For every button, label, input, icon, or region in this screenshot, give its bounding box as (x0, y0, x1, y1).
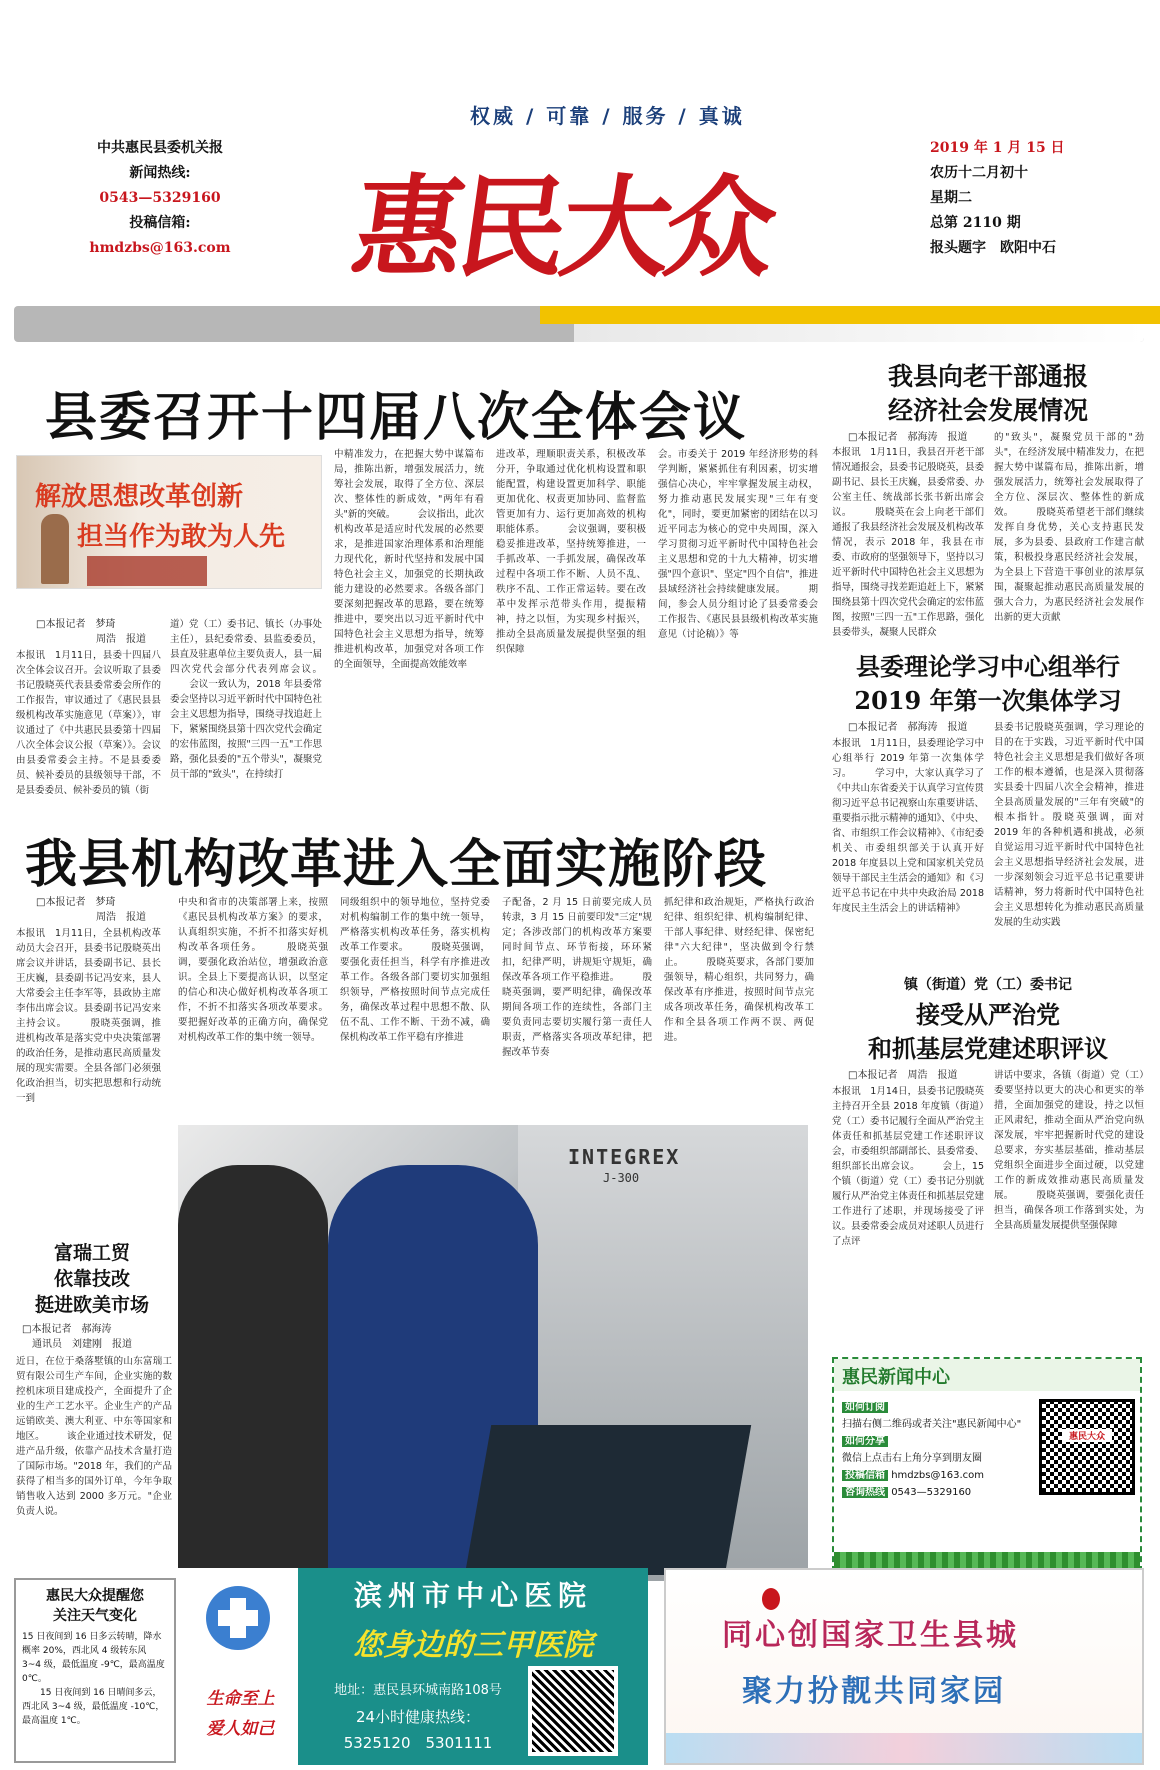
headline-furui (16, 1240, 168, 1318)
article4-col-2: 县委书记殷晓英强调，学习理论的目的在于实践，习近平新时代中国特色社会主义思想是我们做好各项工作的根本遵循，也是深入贯彻落实县委十四届八次全会精神，推进全县高质量发展的"三年有突破"的根本指针。殷晓英强调，面对 2019 年的各种机遇和挑战，必须自觉运用习近平新时代中国特色社会主义思想指导经济社会发展，进一步深刻领会习近平总书记重要讲话精神，努力将新时代中国特色社会主义思想转化为推动惠民高质量发展的生动实践 (994, 722, 1144, 928)
article1-col-3: 中精准发力，在把握大势中谋篇布局，推陈出新，增强发展活力，统筹社会发展，取得了全方位、深层次、整体性的新成效，"两年有看头"新的突破。 会议指出，此次机构改革是适应时代发展的必然要求，是推进国家治理体系和治理能力现代化，新时代坚持和发展中国特色社会主义，加强党的长期执政能力建设的必然要求。各级各部门要深刻把握改革的思路，要在统筹推进中，要突出以习近平新时代中国特色社会主义思想为指导，统筹推进机构改革，加强党对各项工作的全面领导，全面提高效能效率 (334, 449, 484, 670)
headline-institutional-reform: 我县机构改革进入全面实施阶段 (25, 835, 768, 895)
banner-line-2: 担当作为敢为人先 (77, 522, 286, 552)
hospital-name: 滨州市中心医院 (353, 1579, 592, 1612)
article5-col-1: 本报讯 1月14日，县委书记殷晓英主持召开全县 2018 年度镇（街道）党（工）委书记履行全面从严治党主体责任和抓基层党建工作述职评议会，市委组织部副部长、县委常委、组织部长出席会议。 会上，15 个镇（街道）党（工）委书记分别就履行从严治党主体责任和抓基层党建工作进行了述职，并现场接受了评议。县委常委会成员对述职人员进行了点评 (832, 1086, 985, 1247)
article5-byline: □本报记者 周浩 报道 (848, 1070, 958, 1081)
machine-model-label: J-300 (603, 1171, 640, 1185)
email-label: 投稿信箱: (129, 215, 191, 231)
headline-furui-line3: 挺进欧美市场 (34, 1294, 149, 1316)
hotline-number: 0543—5329160 (99, 190, 221, 206)
masthead-right-info (930, 136, 1150, 261)
headline-retired-cadres-line2: 经济社会发展情况 (887, 396, 1088, 425)
hospital-ad[interactable] (178, 1568, 648, 1765)
headline-theory-study-line2: 2019 年第一次集体学习 (854, 686, 1122, 715)
hospital-qr-code-icon[interactable] (528, 1666, 618, 1756)
article4-col-1: 本报讯 1月11日，县委理论学习中心组举行 2019 年第一次集体学习。 学习中，大家认真学习了《中共山东省委关于认真学习宣传贯彻习近平总书记视察山东重要讲话、重要指示批示精神的通知》、《中央、省、市组织工作会议精神》、《市纪委机关、市委组织部关于认真开好 2018 年度县以上党和国家机关党员领导干部民主生活会的通知》和《习近平总书记在中共中央政治局 2018 年度民主生活会上的讲话精神》 (832, 738, 985, 914)
news-center-box (832, 1357, 1142, 1582)
article6-col-1: 近日，在位于桑落墅镇的山东富瑞工贸有限公司生产车间，企业实施的数控机床项目建成投产，全面提升了企业的生产工艺水平。企业生产的产品远销欧美、澳大利亚、中东等国家和地区。 该企业通过技术研发，促进产品升级，依靠产品技术含量打造了国际市场。"2018 年，我们的产品获得了相当多的国外订单，今年争取销售收入达到 2000 多万元。"企业负责人说。 (16, 1356, 172, 1517)
article1-col-1: 本报讯 1月11日，县委十四届八次全体会议召开。会议听取了县委书记殷晓英代表县委常委会所作的工作报告，审议通过了《惠民县县级机构改革实施意见（草案）》，审议通过了《中共惠民县委第十四届八次全体会议公报（草案）》。会议由县委常委会主持。不是县委委员、候补委员的县级领导干部，不是县委委员、候补委员的镇（街 (16, 650, 161, 796)
issue-number: 总第 2110 期 (930, 215, 1021, 231)
person-left-graphic (178, 1165, 328, 1585)
share-tag: 如何分享 (842, 1436, 888, 1447)
qr-code-icon[interactable] (1039, 1399, 1135, 1495)
hospital-hotline-label: 24小时健康热线： (355, 1708, 481, 1726)
news-center-info (842, 1399, 1032, 1501)
article2-col-2: 中央和省市的决策部署上来，按照《惠民县机构改革方案》的要求，认真组织实施，不折不扣落实好机构改革各项任务。 殷晓英强调，要强化政治站位，增强政治意识。全县上下要提高认识，以坚定的信心和决心做好机构改革各项工作，不折不扣落实各项改革要求。要把握好改革的正确方向，确保党对机构改革工作的集中统一领导。 (178, 897, 328, 1043)
article1-col-2: 道）党（工）委书记、镇长（办事处主任），县纪委常委、县监委委员，县直及驻惠单位主要负责人，县一届四次党代会部分代表列席会议。 会议一致认为，2018 年县委常委会坚持以习近平新时代中国特色社会主义思想为指导，围绕寻找追赶上下，紧紧围绕县第十四次党代会确定的宏伟蓝图，按照"三四一五"工作思路，强化县委的"五个带头"，凝聚党员干部的"致头"，在持续打 (170, 619, 323, 780)
control-panel-graphic (465, 1425, 751, 1575)
masthead-accent-bar (540, 306, 1160, 324)
article2-col-1: 本报讯 1月11日，全县机构改革动员大会召开，县委书记殷晓英出席会议并讲话，县委副书记、县长王庆巍，县委副书记冯安来，县人大常委会主任李军等，县政协主席李伟出席会议。县委副书记冯安来主持会议。 殷晓英强调，推进机构改革是落实党中央决策部署的政治任务，是推动惠民高质量发展的现实需要。全县各部门必须强化政治担当，切实把思想和行动统一到 (16, 928, 161, 1104)
hotline-text: 0543—5329160 (891, 1487, 972, 1498)
banner-line-1: 解放思想改革创新 (35, 482, 244, 512)
issue-date: 2019 年 1 月 15 日 (930, 140, 1065, 156)
article2-byline: □本报记者 梦琦 周浩 报道 (36, 897, 146, 923)
health-ad-line-1: 同心创国家卫生县城 (722, 1618, 1019, 1653)
hotline-label: 新闻热线: (129, 165, 191, 181)
hospital-slogan: 您身边的三甲医院 (353, 1628, 593, 1663)
article2-col-3: 同级组织中的领导地位，坚持党委对机构编制工作的集中统一领导，严格落实机构改革任务，落实机构改革工作要求。 殷晓英强调，要强化责任担当，科学有序推进改革工作。各级各部门要切实加强组织领导，严格按照时间节点完成任务，确保改革过程中思想不散、队伍不乱、工作不断、干劲不减，确保机构改革工作平稳有序推进 (340, 897, 490, 1043)
weather-box (14, 1578, 176, 1763)
lunar-date: 农历十二月初十 (930, 165, 1028, 181)
share-text: 微信上点击右上角分享到朋友圈 (842, 1453, 982, 1464)
masthead-left-info (70, 136, 250, 261)
kicker-party-secretaries: 镇（街道）党（工）委书记 (904, 977, 1072, 993)
hotline-tag: 咨询热线 (842, 1487, 888, 1498)
org-name: 中共惠民县委机关报 (97, 140, 223, 156)
headline-furui-line2: 依靠技改 (53, 1268, 130, 1290)
hospital-tagline-2: 爱人如己 (206, 1719, 275, 1739)
article1-byline: □本报记者 梦琦 周浩 报道 (36, 619, 146, 645)
article1-col-4: 进改革，理顺职责关系，积极改革分开，争取通过优化机构设置和职能配置，构建设置更加科学、职能更加优化、权责更加协同、监督监管更加有力、运行更加高效的机构职能体系。 会议强调，要积极稳妥推进改革，坚持统筹推进，一手抓改革、一手抓发展，确保改革过程中各项工作不断、人员不乱、秩序不乱、工作正常运转。要在改革中发挥示范带头作用，提振精神，持之以恒，为实现乡村振兴，推动全县高质量发展提供坚强的组织保障 (496, 449, 646, 655)
headline-party-review (832, 998, 1144, 1066)
hospital-tagline (183, 1684, 298, 1744)
article2-col-4: 子配备，2 月 15 日前要完成人员转隶，3 月 15 日前要印发"三定"规定；各涉改部门的机构改革方案要同时间节点、环节衔接，环环紧扣，纪律严明，讲规矩守规矩，确保改革各项工作平稳推进。 殷晓英强调，要严明纪律，确保改革期间各项工作的连续性，各部门主要负责同志要切实履行第一责任人职责，严格落实各项改革纪律，把握改革节奏 (502, 897, 652, 1058)
building-graphic (87, 556, 207, 586)
news-center-title: 惠民新闻中心 (842, 1367, 950, 1388)
article2-col-5: 抓纪律和政治规矩，严格执行政治纪律、组织纪律、机构编制纪律、干部人事纪律、财经纪律、保密纪律"六大纪律"，坚决做到令行禁止。 殷晓英要求，各部门要加强领导，精心组织，共同努力，确保改革有序推进，按照时间节点完成各项改革任务，确保机构改革工作和全县各项工作两不误、两促进。 (664, 897, 814, 1043)
headline-party-review-line1: 接受从严治党 (916, 1000, 1060, 1029)
hospital-contact (318, 1678, 518, 1756)
weather-title-1: 惠民大众提醒您 (46, 1588, 144, 1604)
article3-byline: □本报记者 郝海涛 报道 (848, 432, 968, 443)
weather-title-2: 关注天气变化 (53, 1608, 137, 1624)
masthead-slogan: 权威 / 可靠 / 服务 / 真诚 (470, 104, 745, 128)
health-ad-line-2: 聚力扮靓共同家园 (742, 1674, 1006, 1709)
hospital-address: 地址：惠民县环城南路108号 (334, 1683, 502, 1698)
newspaper-logo: 惠民大众 (344, 163, 779, 292)
headline-furui-line1: 富瑞工贸 (53, 1242, 130, 1264)
email-address: hmdzbs@163.com (89, 240, 231, 256)
skyline-decoration (666, 1733, 1142, 1763)
headline-retired-cadres-line1: 我县向老干部通报 (887, 362, 1088, 391)
article3-col-2: 的"致头"，凝聚党员干部的"劲头"，在经济发展中精准发力，在把握大势中谋篇布局，推陈出新，增强发展活力，统筹社会发展取得了全方位、深层次、整体性的新成效。 殷晓英希望老干部们继续发挥自身优势，关心支持惠民发展，多为县委、县政府工作建言献策，积极投身惠民经济社会发展，为全县上下营造干事创业的浓厚氛围，凝聚起推动惠民高质量发展的强大合力，为惠民经济社会发展作出新的更大贡献 (994, 432, 1144, 623)
article5-col-2: 讲话中要求，各镇（街道）党（工）委要坚持以更大的决心和更实的举措，全面加强党的建设，持之以恒正风肃纪，推动全面从严治党向纵深发展，牢牢把握新时代党的建设总要求，夯实基层基础，推动基层党组织全面进步全面过硬，以党建工作的新成效推动惠民高质量发展。 殷晓英强调，要强化责任担当，确保各项工作落到实处，为全县高质量发展提供坚强保障 (994, 1070, 1144, 1231)
hospital-phones: 5325120 5301111 (343, 1734, 493, 1752)
calligraphy-credit: 报头题字 欧阳中石 (930, 240, 1056, 256)
article1-col-5: 会。市委关于 2019 年经济形势的科学判断，紧紧抓住有利因素，切实增强信心决心，牢牢掌握发展主动权，努力推动惠民发展实现"三年有变化"，同时，要更加紧密的团结在以习近平同志为核心的党中央周围，深入学习贯彻习近平新时代中国特色社会主义思想和党的十九大精神，切实增强"四个意识"、坚定"四个自信"，推进县域经济社会持续健康发展。 期间，参会人员分组讨论了县委常委会工作报告、《惠民县县级机构改革实施意见（讨论稿）》等 (658, 449, 818, 640)
weather-forecast: 15 日夜间到 16 日多云转晴，降水概率 20%，西北风 4 级转东风 3~4 级，最低温度 -9℃，最高温度 0℃。 15 日夜间到 16 日晴间多云，西北风 3~4 级，最低温度 -10℃，最高温度 1℃。 (22, 1632, 165, 1726)
headline-retired-cadres (832, 360, 1144, 428)
balloon-icon (762, 1588, 780, 1610)
health-county-ad (664, 1568, 1144, 1765)
subscribe-text: 扫描右侧二维码或者关注"惠民新闻中心" (842, 1419, 1022, 1430)
article4-byline: □本报记者 郝海涛 报道 (848, 722, 968, 733)
medical-cross-icon (206, 1586, 270, 1650)
subscribe-tag: 如何订阅 (842, 1402, 888, 1413)
reform-banner-image (16, 455, 322, 589)
machine-brand-label: INTEGREX (568, 1145, 681, 1169)
hospital-tagline-1: 生命至上 (206, 1689, 275, 1709)
headline-plenary-session: 县委召开十四届八次全体会议 (45, 388, 748, 448)
submit-email: hmdzbs@163.com (891, 1470, 985, 1481)
factory-photo (178, 1125, 808, 1581)
article3-col-1: 本报讯 1月11日，我县召开老干部情况通报会，县委书记殷晓英，县委副书记、县长王庆巍，县委常委、办公室主任、统战部长张书新出席会议。 殷晓英在会上向老干部们通报了我县经济社会发展及机构改革情况，表示 2018 年，我县在市委、市政府的坚强领导下，坚持以习近平新时代中国特色社会主义思想为指导，围绕寻找差距追赶上下，紧紧围绕县第十四次党代会确定的宏伟蓝图，按照"三四一五"工作思路，强化县委带头，凝聚人民群众 (832, 447, 985, 638)
headline-theory-study (832, 650, 1144, 718)
article6-byline: □本报记者 郝海涛 通讯员 刘建刚 报道 (22, 1324, 132, 1350)
qr-center-label: 惠民大众 (1062, 1429, 1112, 1442)
submit-tag: 投稿信箱 (842, 1470, 888, 1481)
headline-party-review-line2: 和抓基层党建述职评议 (868, 1034, 1108, 1063)
weekday: 星期二 (930, 190, 972, 206)
headline-theory-study-line1: 县委理论学习中心组举行 (856, 652, 1120, 681)
statue-graphic (41, 514, 69, 584)
